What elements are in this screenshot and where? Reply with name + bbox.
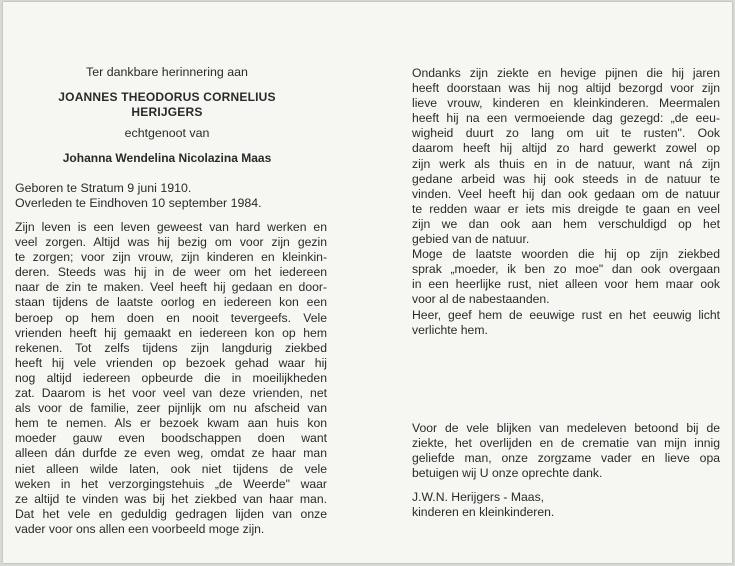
death-line: Overleden te Eindhoven 10 september 1984. bbox=[15, 196, 262, 210]
text-line: heeft hij vele vrienden op bezoek gehad waar hij bbox=[15, 355, 327, 370]
dedication-text: Ter dankbare herinnering aan bbox=[86, 65, 248, 79]
text-line: heeft hij na een vermoeiende dag gezegd: „de eeu- bbox=[412, 111, 720, 126]
signature-family: kinderen en kleinkinderen. bbox=[412, 505, 555, 520]
text-line: sprak „moeder, ik ben zo moe" dan ook overgaan bbox=[412, 262, 720, 277]
text-line: Zijn leven is een leven geweest van hard werken en bbox=[15, 220, 327, 234]
text-line: daarom heeft hij altijd zo hard gewerkt zowel op bbox=[412, 141, 720, 156]
text-line: te redden waar er iets mis dreigde te gaan en veel bbox=[412, 201, 720, 216]
spouse-name: Johanna Wendelina Nicolazina Maas bbox=[62, 151, 272, 165]
text-line: hem te nemen. Als er bezoek kwam aan huis kon bbox=[15, 416, 327, 431]
life-dates bbox=[15, 181, 315, 211]
text-line: Ondanks zijn ziekte en hevige pijnen die hij jaren bbox=[412, 66, 720, 80]
text-line: beroep op hem doen en nooit tevergeefs. Vele bbox=[15, 310, 327, 325]
signature-block bbox=[412, 490, 720, 520]
text-line: veel zorgen. Altijd was hij bezig om voor zijn gezin bbox=[15, 235, 327, 250]
right-body-text bbox=[412, 66, 720, 338]
dedication-block bbox=[15, 65, 319, 166]
deceased-name-line1: JOANNES THEODORUS CORNELIUS bbox=[58, 90, 276, 104]
text-line: ze altijd te vinden was bij het ziekbed van haar man. bbox=[15, 491, 327, 506]
text-line: heeft doorstaan was hij nog altijd bezorgd voor zijn bbox=[412, 81, 720, 96]
text-line: zijn we dan ook aan hem verschuldigd op het bbox=[412, 216, 720, 231]
text-line: weken in het verzorgingstehuis „de Weerde" waar bbox=[15, 476, 327, 491]
text-line: als voor de familie, zeer pijnlijk om nu afscheid van bbox=[15, 401, 327, 416]
text-line: niet alleen wilde laten, ook niet tijdens de vele bbox=[15, 461, 327, 476]
text-line: geliefde man, onze zorgzame vader en lieve opa bbox=[412, 451, 720, 466]
text-line: zat. Daarom is het voor veel van deze vrienden, net bbox=[15, 386, 327, 401]
text-line: vinden. Veel heeft hij dan ook gedaan om de natuur bbox=[412, 186, 720, 201]
text-line: gebied van de natuur. bbox=[412, 232, 530, 247]
text-line: in een heerlijke rust, niet alleen voor hem maar ook bbox=[412, 277, 720, 292]
text-line: lieve vrouw, kinderen en kleinkinderen. Meermalen bbox=[412, 96, 720, 111]
text-line: Moge de laatste woorden die hij op zijn ziekbed bbox=[412, 247, 720, 262]
memorial-card bbox=[3, 2, 732, 563]
text-line: nog altijd iedereen opbeurde die in moeilijkheden bbox=[15, 370, 327, 385]
text-line: rekenen. Tot zelfs tijdens zijn langdurig ziekbed bbox=[15, 340, 327, 355]
text-line: voor al de nabestaanden. bbox=[412, 292, 550, 307]
text-line: wigheid duurt zo lang om uit te rusten". Ook bbox=[412, 126, 720, 141]
text-line: vader voor ons allen een voorbeeld moge zijn. bbox=[15, 521, 265, 536]
text-line: Dat het vele en geduldig gedragen lijden van onze bbox=[15, 506, 327, 521]
relation-text: echtgenoot van bbox=[124, 126, 210, 140]
text-line: betuigen wij U onze oprechte dank. bbox=[412, 466, 603, 481]
thanks-text bbox=[412, 421, 720, 481]
text-line: staan tijdens de laatste oorlog en iedereen kon een bbox=[15, 295, 327, 310]
signature-name: J.W.N. Herijgers - Maas, bbox=[412, 490, 545, 504]
deceased-name-line2: HERIJGERS bbox=[131, 105, 203, 119]
text-line: naar de zin te maken. Veel heeft hij gedaan en door- bbox=[15, 280, 327, 295]
text-line: te zorgen; voor zijn vrouw, zijn kinderen en kleinkin- bbox=[15, 250, 327, 265]
text-line: ziekte, het overlijden en de crematie van mijn innig bbox=[412, 436, 720, 451]
text-line: zijn werk als thuis en in de natuur, want ná zijn bbox=[412, 156, 720, 171]
text-line: gedane arbeid was hij ook steeds in de natuur te bbox=[412, 171, 720, 186]
birth-line: Geboren te Stratum 9 juni 1910. bbox=[15, 181, 192, 195]
text-line: Voor de vele blijken van medeleven betoond bij de bbox=[412, 421, 720, 435]
text-line: Heer, geef hem de eeuwige rust en het eeuwig licht bbox=[412, 307, 720, 322]
text-line: vrienden heeft hij gemaakt en iedereen kon op hem bbox=[15, 325, 327, 340]
left-body-text bbox=[15, 220, 327, 537]
text-line: moeder gauw even boodschappen doen want bbox=[15, 431, 327, 446]
text-line: deren. Steeds was hij in de weer om het iedereen bbox=[15, 265, 327, 280]
text-line: verlichte hem. bbox=[412, 322, 488, 337]
text-line: alleen dán durfde ze even weg, omdat ze haar man bbox=[15, 446, 327, 461]
